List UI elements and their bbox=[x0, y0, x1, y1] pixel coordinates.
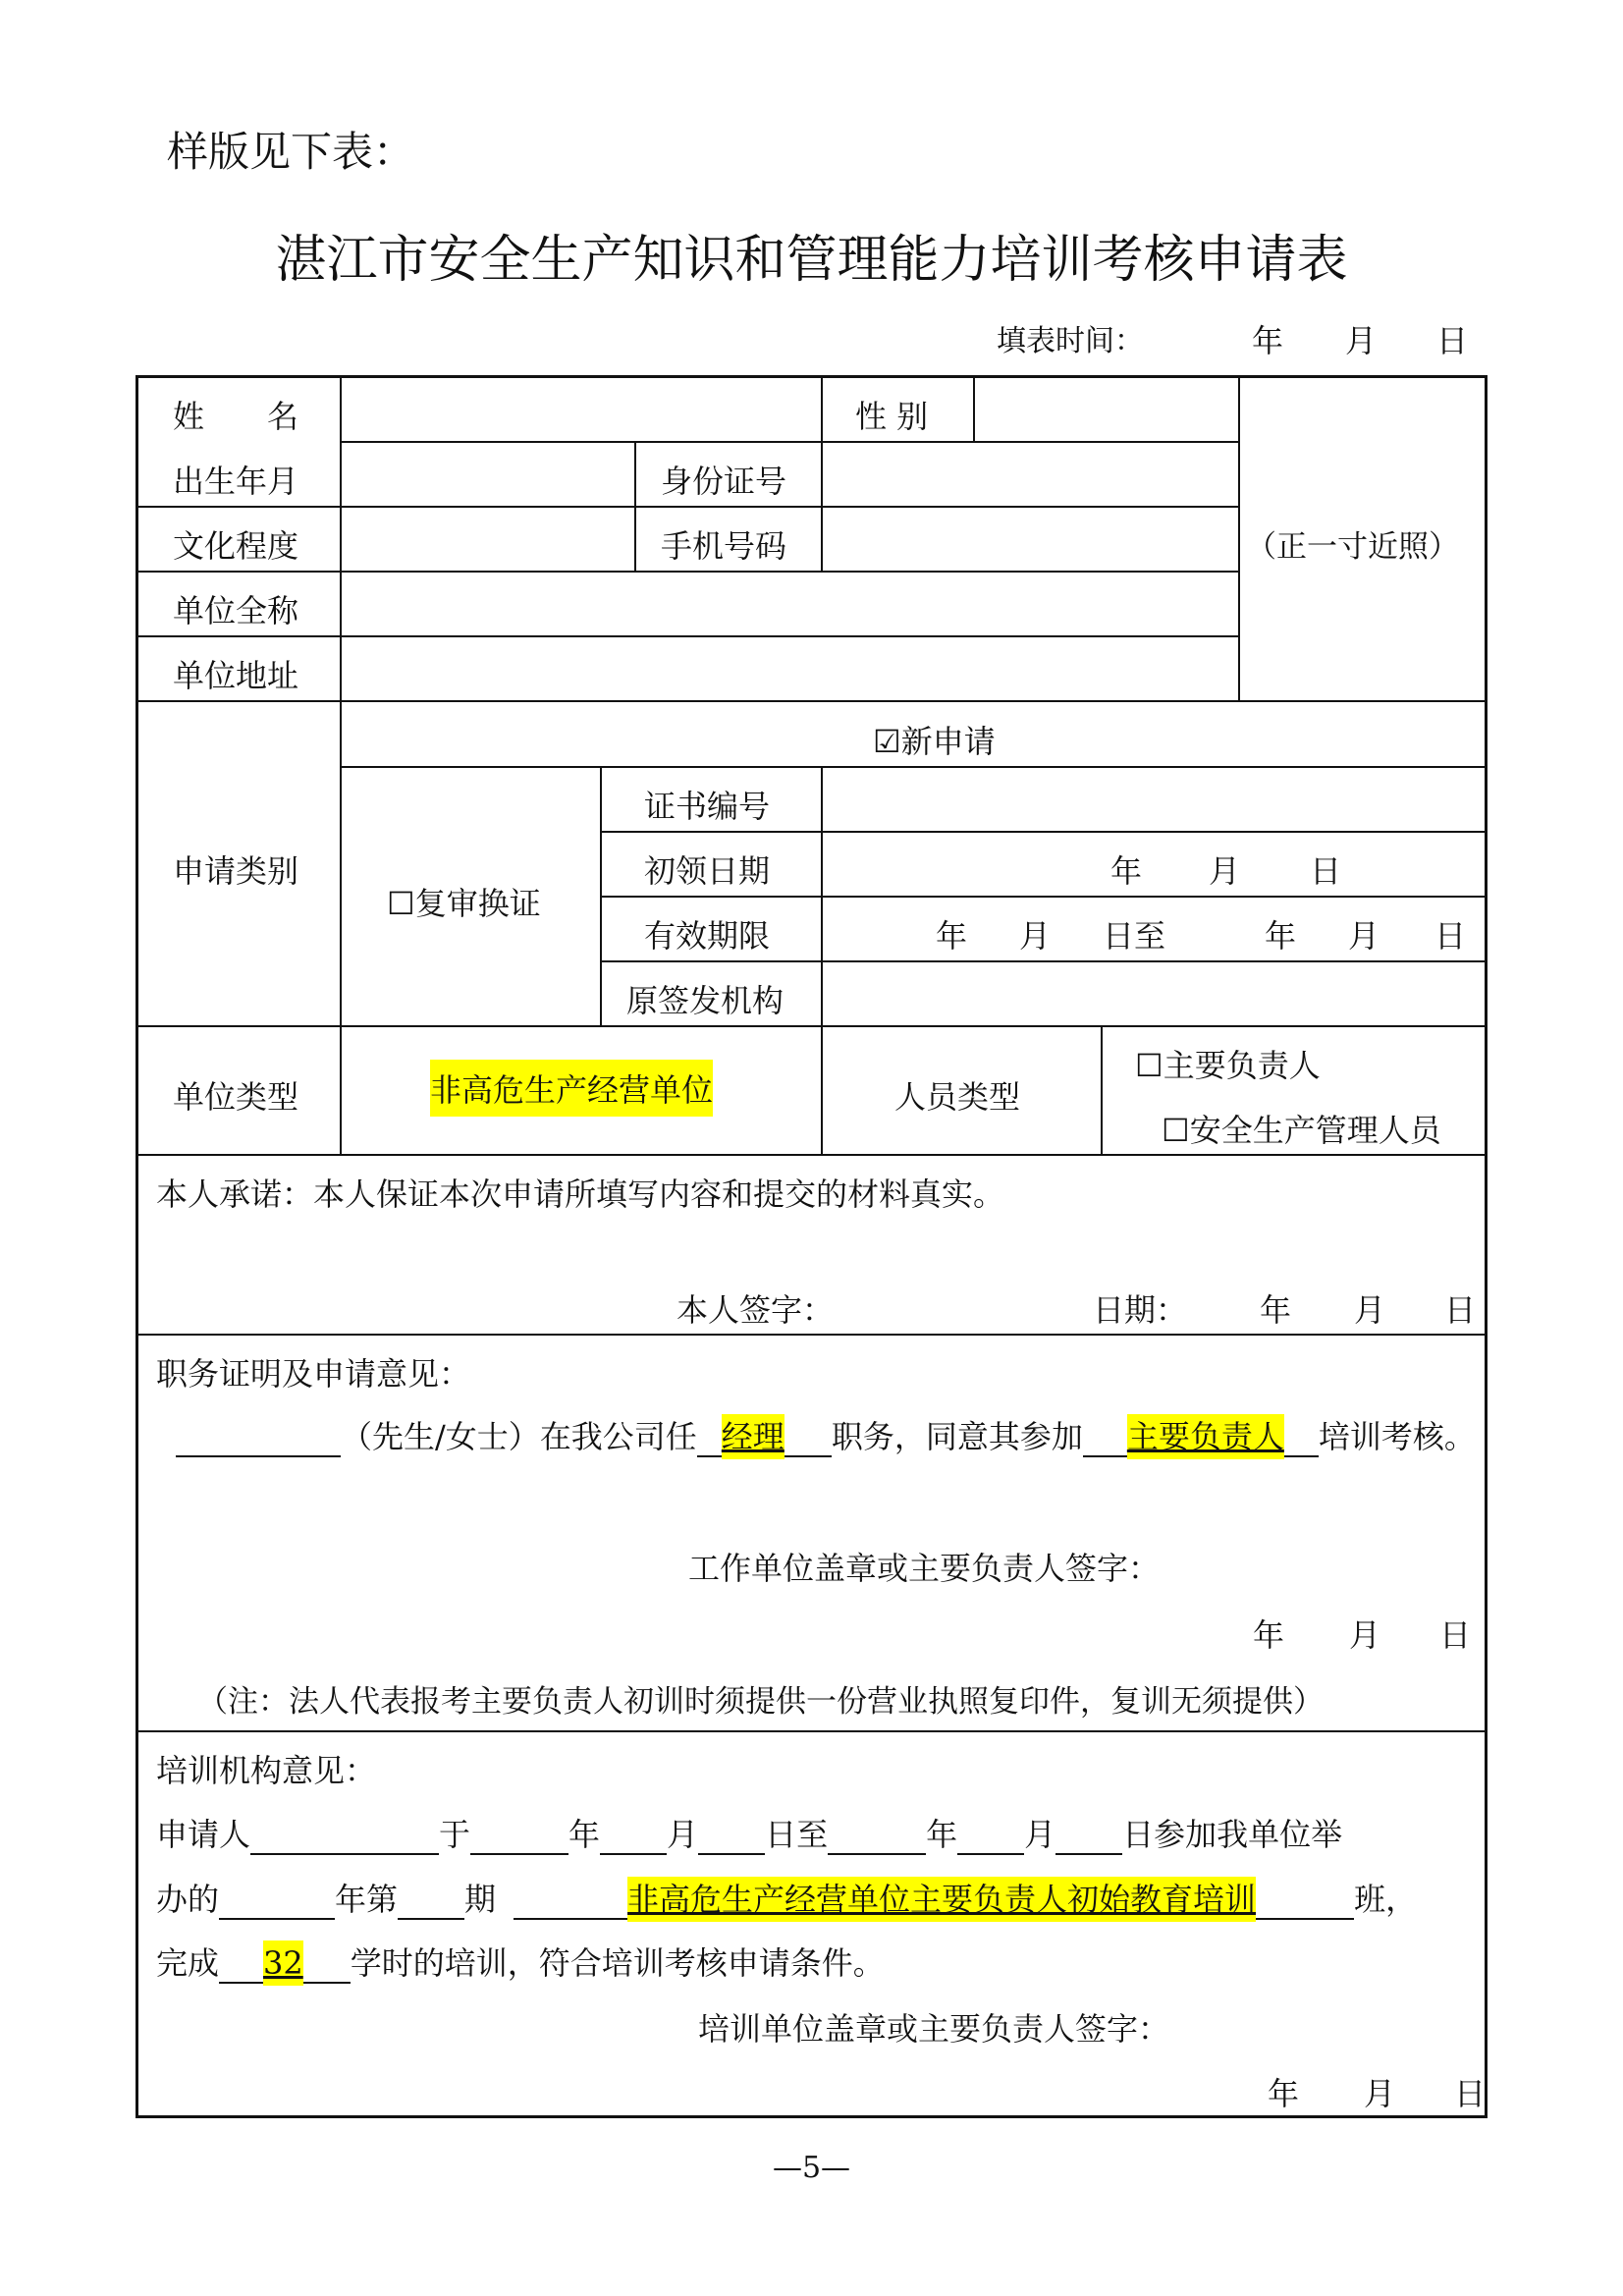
promise-year: 年 bbox=[1260, 1291, 1292, 1329]
start-month-blank[interactable] bbox=[600, 1818, 667, 1855]
row-line bbox=[602, 896, 1488, 898]
blank-line bbox=[784, 1420, 832, 1457]
duty-text-3: 培训考核。 bbox=[1318, 1418, 1476, 1455]
intro-text: 样版见下表： bbox=[167, 128, 415, 176]
applicant-blank[interactable] bbox=[250, 1818, 439, 1855]
new-application-option[interactable] bbox=[873, 717, 996, 762]
fill-time-day: 日 bbox=[1436, 322, 1469, 359]
training-type-value: 主要负责人 bbox=[1127, 1414, 1284, 1459]
position-value: 经理 bbox=[722, 1414, 784, 1459]
first-issue-day: 日 bbox=[1310, 852, 1342, 890]
training-day: 日 bbox=[1454, 2075, 1487, 2112]
training-month: 月 bbox=[1364, 2075, 1396, 2112]
checked-box-icon: ☑ bbox=[873, 723, 901, 760]
apply-type-label: 申请类别 bbox=[173, 852, 299, 890]
promise-date-label: 日期： bbox=[1093, 1291, 1188, 1329]
text: 月 bbox=[667, 1816, 699, 1853]
gender-label: 性 别 bbox=[855, 398, 929, 435]
work-unit-stamp-label: 工作单位盖章或主要负责人签字： bbox=[688, 1550, 1161, 1587]
fill-time-year: 年 bbox=[1252, 322, 1284, 359]
course-name-value: 非高危生产经营单位主要负责人初始教育培训 bbox=[627, 1877, 1256, 1922]
duty-year: 年 bbox=[1253, 1616, 1285, 1654]
name-label: 姓 名 bbox=[173, 398, 299, 435]
unit-type-value: 非高危生产经营单位 bbox=[430, 1060, 713, 1117]
validity-end-year: 年 bbox=[1265, 917, 1297, 955]
col-line bbox=[634, 441, 636, 571]
validity-start-day: 日至 bbox=[1103, 917, 1166, 955]
renewal-option[interactable] bbox=[387, 879, 541, 924]
phone-label: 手机号码 bbox=[661, 527, 787, 565]
row-line bbox=[138, 571, 1240, 573]
renewal-text: 复审换证 bbox=[414, 885, 541, 922]
text: 学时的培训，符合培训考核申请条件。 bbox=[350, 1944, 885, 1982]
person-type-label: 人员类型 bbox=[894, 1078, 1021, 1116]
page-number: —5— bbox=[772, 2151, 851, 2185]
first-issue-month: 月 bbox=[1209, 852, 1241, 890]
name-blank[interactable] bbox=[176, 1420, 341, 1457]
class-year-blank[interactable] bbox=[219, 1883, 335, 1920]
blank-line bbox=[219, 1946, 263, 1984]
end-month-blank[interactable] bbox=[957, 1818, 1024, 1855]
promise-text: 本人承诺：本人保证本次申请所填写内容和提交的材料真实。 bbox=[156, 1175, 1005, 1213]
end-year-blank[interactable] bbox=[828, 1818, 926, 1855]
blank-line bbox=[1256, 1883, 1354, 1920]
duty-month: 月 bbox=[1349, 1616, 1381, 1654]
cert-number-label: 证书编号 bbox=[644, 788, 771, 825]
training-stamp-label: 培训单位盖章或主要负责人签字： bbox=[698, 2010, 1170, 2048]
col-line bbox=[821, 766, 823, 1025]
row-line bbox=[602, 960, 1488, 962]
unit-address-label: 单位地址 bbox=[173, 657, 299, 694]
training-line-3 bbox=[156, 1939, 885, 1984]
row-line bbox=[138, 1730, 1488, 1732]
unchecked-box-icon: ☐ bbox=[387, 885, 415, 922]
fill-time-month: 月 bbox=[1345, 322, 1378, 359]
row-line bbox=[138, 1154, 1488, 1156]
duty-day: 日 bbox=[1439, 1616, 1472, 1654]
row-line bbox=[138, 1334, 1488, 1336]
duty-statement bbox=[176, 1412, 1476, 1457]
issuer-label: 原签发机构 bbox=[626, 982, 784, 1019]
text: 班， bbox=[1354, 1881, 1418, 1918]
training-line-2 bbox=[156, 1875, 1417, 1920]
col-line bbox=[821, 378, 823, 571]
blank-line bbox=[1083, 1420, 1127, 1457]
first-issue-label: 初领日期 bbox=[644, 852, 771, 890]
validity-label: 有效期限 bbox=[644, 917, 771, 955]
unit-type-label: 单位类型 bbox=[173, 1078, 299, 1116]
fill-time-label: 填表时间： bbox=[997, 324, 1144, 358]
text: 于 bbox=[439, 1816, 471, 1853]
blank-line bbox=[514, 1883, 627, 1920]
blank-line bbox=[1284, 1420, 1319, 1457]
col-line bbox=[973, 378, 975, 441]
validity-start-month: 月 bbox=[1019, 917, 1052, 955]
text: 月 bbox=[1024, 1816, 1056, 1853]
row-line bbox=[138, 635, 1240, 637]
blank-line bbox=[303, 1946, 351, 1984]
end-day-blank[interactable] bbox=[1055, 1818, 1122, 1855]
validity-end-month: 月 bbox=[1348, 917, 1380, 955]
self-sign-label: 本人签字： bbox=[676, 1291, 835, 1329]
birth-label: 出生年月 bbox=[173, 463, 299, 500]
start-day-blank[interactable] bbox=[698, 1818, 765, 1855]
duty-note: （注：法人代表报考主要负责人初训时须提供一份营业执照复印件，复训无须提供） bbox=[197, 1684, 1324, 1720]
education-label: 文化程度 bbox=[173, 527, 299, 565]
duty-heading: 职务证明及申请意见： bbox=[156, 1355, 471, 1393]
first-issue-year: 年 bbox=[1110, 852, 1143, 890]
start-year-blank[interactable] bbox=[470, 1818, 568, 1855]
row-line bbox=[340, 441, 1240, 443]
training-heading: 培训机构意见： bbox=[156, 1752, 377, 1789]
text: 日至 bbox=[765, 1816, 829, 1853]
validity-end-day: 日 bbox=[1434, 917, 1467, 955]
col-line bbox=[1101, 1025, 1103, 1154]
training-line-1 bbox=[156, 1810, 1342, 1855]
text: 年 bbox=[568, 1816, 601, 1853]
col-line bbox=[1238, 378, 1240, 700]
form-title: 湛江市安全生产知识和管理能力培训考核申请表 bbox=[275, 231, 1348, 290]
application-table bbox=[135, 375, 1488, 2118]
training-year: 年 bbox=[1268, 2075, 1300, 2112]
hours-value: 32 bbox=[263, 1941, 303, 1986]
text: 完成 bbox=[156, 1944, 220, 1982]
col-line bbox=[821, 1025, 823, 1154]
col-line bbox=[600, 766, 602, 1025]
text: 日参加我单位举 bbox=[1122, 1816, 1343, 1853]
col-line bbox=[340, 378, 342, 1154]
promise-day: 日 bbox=[1444, 1291, 1477, 1329]
principal-option[interactable]: ☐主要负责人 bbox=[1135, 1047, 1321, 1084]
safety-manager-option[interactable]: ☐安全生产管理人员 bbox=[1162, 1112, 1441, 1149]
validity-start-year: 年 bbox=[936, 917, 968, 955]
text: 申请人 bbox=[156, 1816, 251, 1853]
text: 期 bbox=[464, 1881, 497, 1918]
duty-text-2: 职务，同意其参加 bbox=[831, 1418, 1083, 1455]
session-blank[interactable] bbox=[398, 1883, 464, 1920]
photo-placeholder: （正一寸近照） bbox=[1246, 529, 1459, 565]
new-application-text: 新申请 bbox=[900, 723, 996, 760]
id-number-label: 身份证号 bbox=[661, 463, 787, 500]
row-line bbox=[602, 831, 1488, 833]
unit-name-label: 单位全称 bbox=[173, 592, 299, 629]
blank-line bbox=[697, 1420, 722, 1457]
row-line bbox=[340, 766, 1488, 768]
promise-month: 月 bbox=[1354, 1291, 1386, 1329]
text: 年第 bbox=[335, 1881, 399, 1918]
text: 年 bbox=[926, 1816, 958, 1853]
text: 办的 bbox=[156, 1881, 220, 1918]
duty-text-1: （先生/女士）在我公司任 bbox=[341, 1418, 697, 1455]
row-line bbox=[138, 506, 1240, 508]
